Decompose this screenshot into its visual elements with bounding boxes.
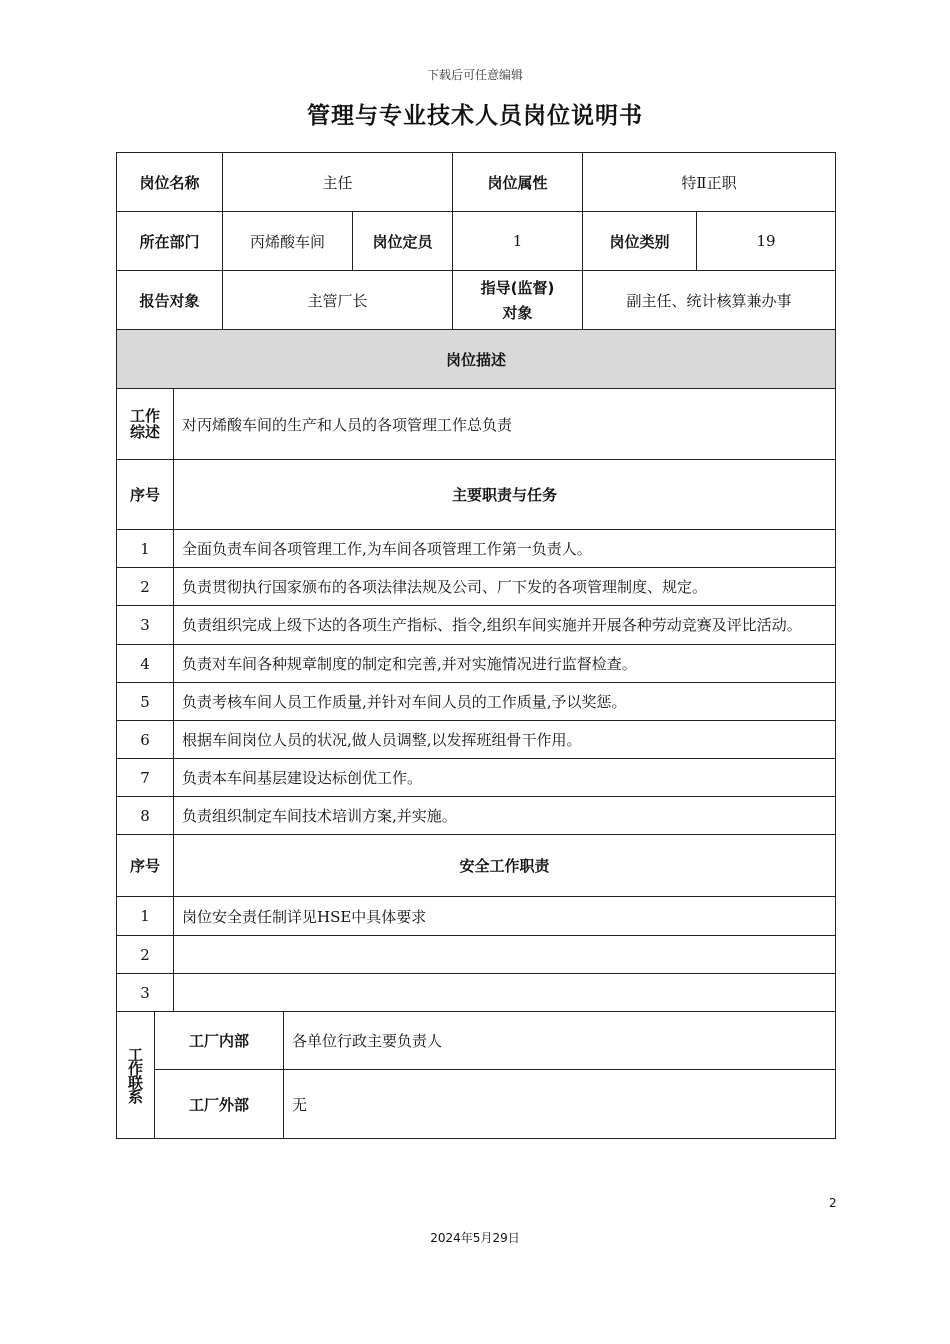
duty-number: 4 <box>117 645 174 683</box>
dept-label: 所在部门 <box>117 212 223 271</box>
summary-label: 工作综述 <box>117 389 174 460</box>
duty-number: 3 <box>117 606 174 645</box>
table-row <box>117 721 836 759</box>
duty-text: 负责组织完成上级下达的各项生产指标、指令,组织车间实施并开展各种劳动竞赛及评比活动。 <box>174 606 836 645</box>
table-row <box>117 897 836 936</box>
safety-text <box>174 974 836 1012</box>
duty-text: 负责贯彻执行国家颁布的各项法律法规及公司、厂下发的各项管理制度、规定。 <box>174 568 836 606</box>
table-row <box>117 568 836 606</box>
guide-value: 副主任、统计核算兼办事 <box>583 271 836 330</box>
table-row <box>117 797 836 835</box>
document-title: 管理与专业技术人员岗位说明书 <box>307 103 643 129</box>
safety-number: 1 <box>117 897 174 936</box>
table-row <box>117 974 836 1012</box>
table-row <box>117 683 836 721</box>
external-value: 无 <box>284 1070 836 1139</box>
guide-label-line2: 对象 <box>502 304 533 322</box>
duty-text: 负责考核车间人员工作质量,并针对车间人员的工作质量,予以奖惩。 <box>174 683 836 721</box>
post-attr-label: 岗位属性 <box>453 153 583 212</box>
internal-value: 各单位行政主要负责人 <box>284 1012 836 1070</box>
duty-text: 根据车间岗位人员的状况,做人员调整,以发挥班组骨干作用。 <box>174 721 836 759</box>
duty-number: 7 <box>117 759 174 797</box>
duty-text: 负责组织制定车间技术培训方案,并实施。 <box>174 797 836 835</box>
footer-date: 2024年5月29日 <box>430 1231 520 1245</box>
contact-label: 工作联系 <box>126 1047 144 1103</box>
job-description-table <box>116 152 836 1139</box>
table-row <box>117 645 836 683</box>
post-attr-value: 特Ⅱ正职 <box>583 153 836 212</box>
section-description-header: 岗位描述 <box>117 330 836 389</box>
duty-number: 5 <box>117 683 174 721</box>
report-value: 主管厂长 <box>223 271 453 330</box>
page-number: 2 <box>829 1196 837 1210</box>
safety-text: 岗位安全责任制详见HSE中具体要求 <box>174 897 836 936</box>
dept-value: 丙烯酸车间 <box>223 212 353 271</box>
duty-text: 负责对车间各种规章制度的制定和完善,并对实施情况进行监督检查。 <box>174 645 836 683</box>
duty-number: 8 <box>117 797 174 835</box>
post-name-value: 主任 <box>223 153 453 212</box>
category-label: 岗位类别 <box>583 212 697 271</box>
duty-text: 负责本车间基层建设达标创优工作。 <box>174 759 836 797</box>
table-row <box>117 530 836 568</box>
duties-header: 主要职责与任务 <box>174 460 836 530</box>
header-note: 下载后可任意编辑 <box>426 68 523 82</box>
post-name-label: 岗位名称 <box>117 153 223 212</box>
internal-label: 工厂内部 <box>155 1012 284 1070</box>
external-label: 工厂外部 <box>155 1070 284 1139</box>
duties-seq-label: 序号 <box>117 460 174 530</box>
duty-number: 2 <box>117 568 174 606</box>
contact-label-cell <box>117 1012 155 1139</box>
table-row <box>117 759 836 797</box>
guide-label <box>453 271 583 330</box>
summary-text: 对丙烯酸车间的生产和人员的各项管理工作总负责 <box>174 389 836 460</box>
table-row <box>117 606 836 645</box>
quota-value: 1 <box>453 212 583 271</box>
guide-label-line1: 指导(监督) <box>480 279 555 297</box>
safety-number: 2 <box>117 936 174 974</box>
report-label: 报告对象 <box>117 271 223 330</box>
category-value: 19 <box>697 212 836 271</box>
safety-text <box>174 936 836 974</box>
duty-text: 全面负责车间各项管理工作,为车间各项管理工作第一负责人。 <box>174 530 836 568</box>
safety-seq-label: 序号 <box>117 835 174 897</box>
table-row <box>117 936 836 974</box>
safety-header: 安全工作职责 <box>174 835 836 897</box>
duty-number: 1 <box>117 530 174 568</box>
quota-label: 岗位定员 <box>353 212 453 271</box>
safety-number: 3 <box>117 974 174 1012</box>
duty-number: 6 <box>117 721 174 759</box>
